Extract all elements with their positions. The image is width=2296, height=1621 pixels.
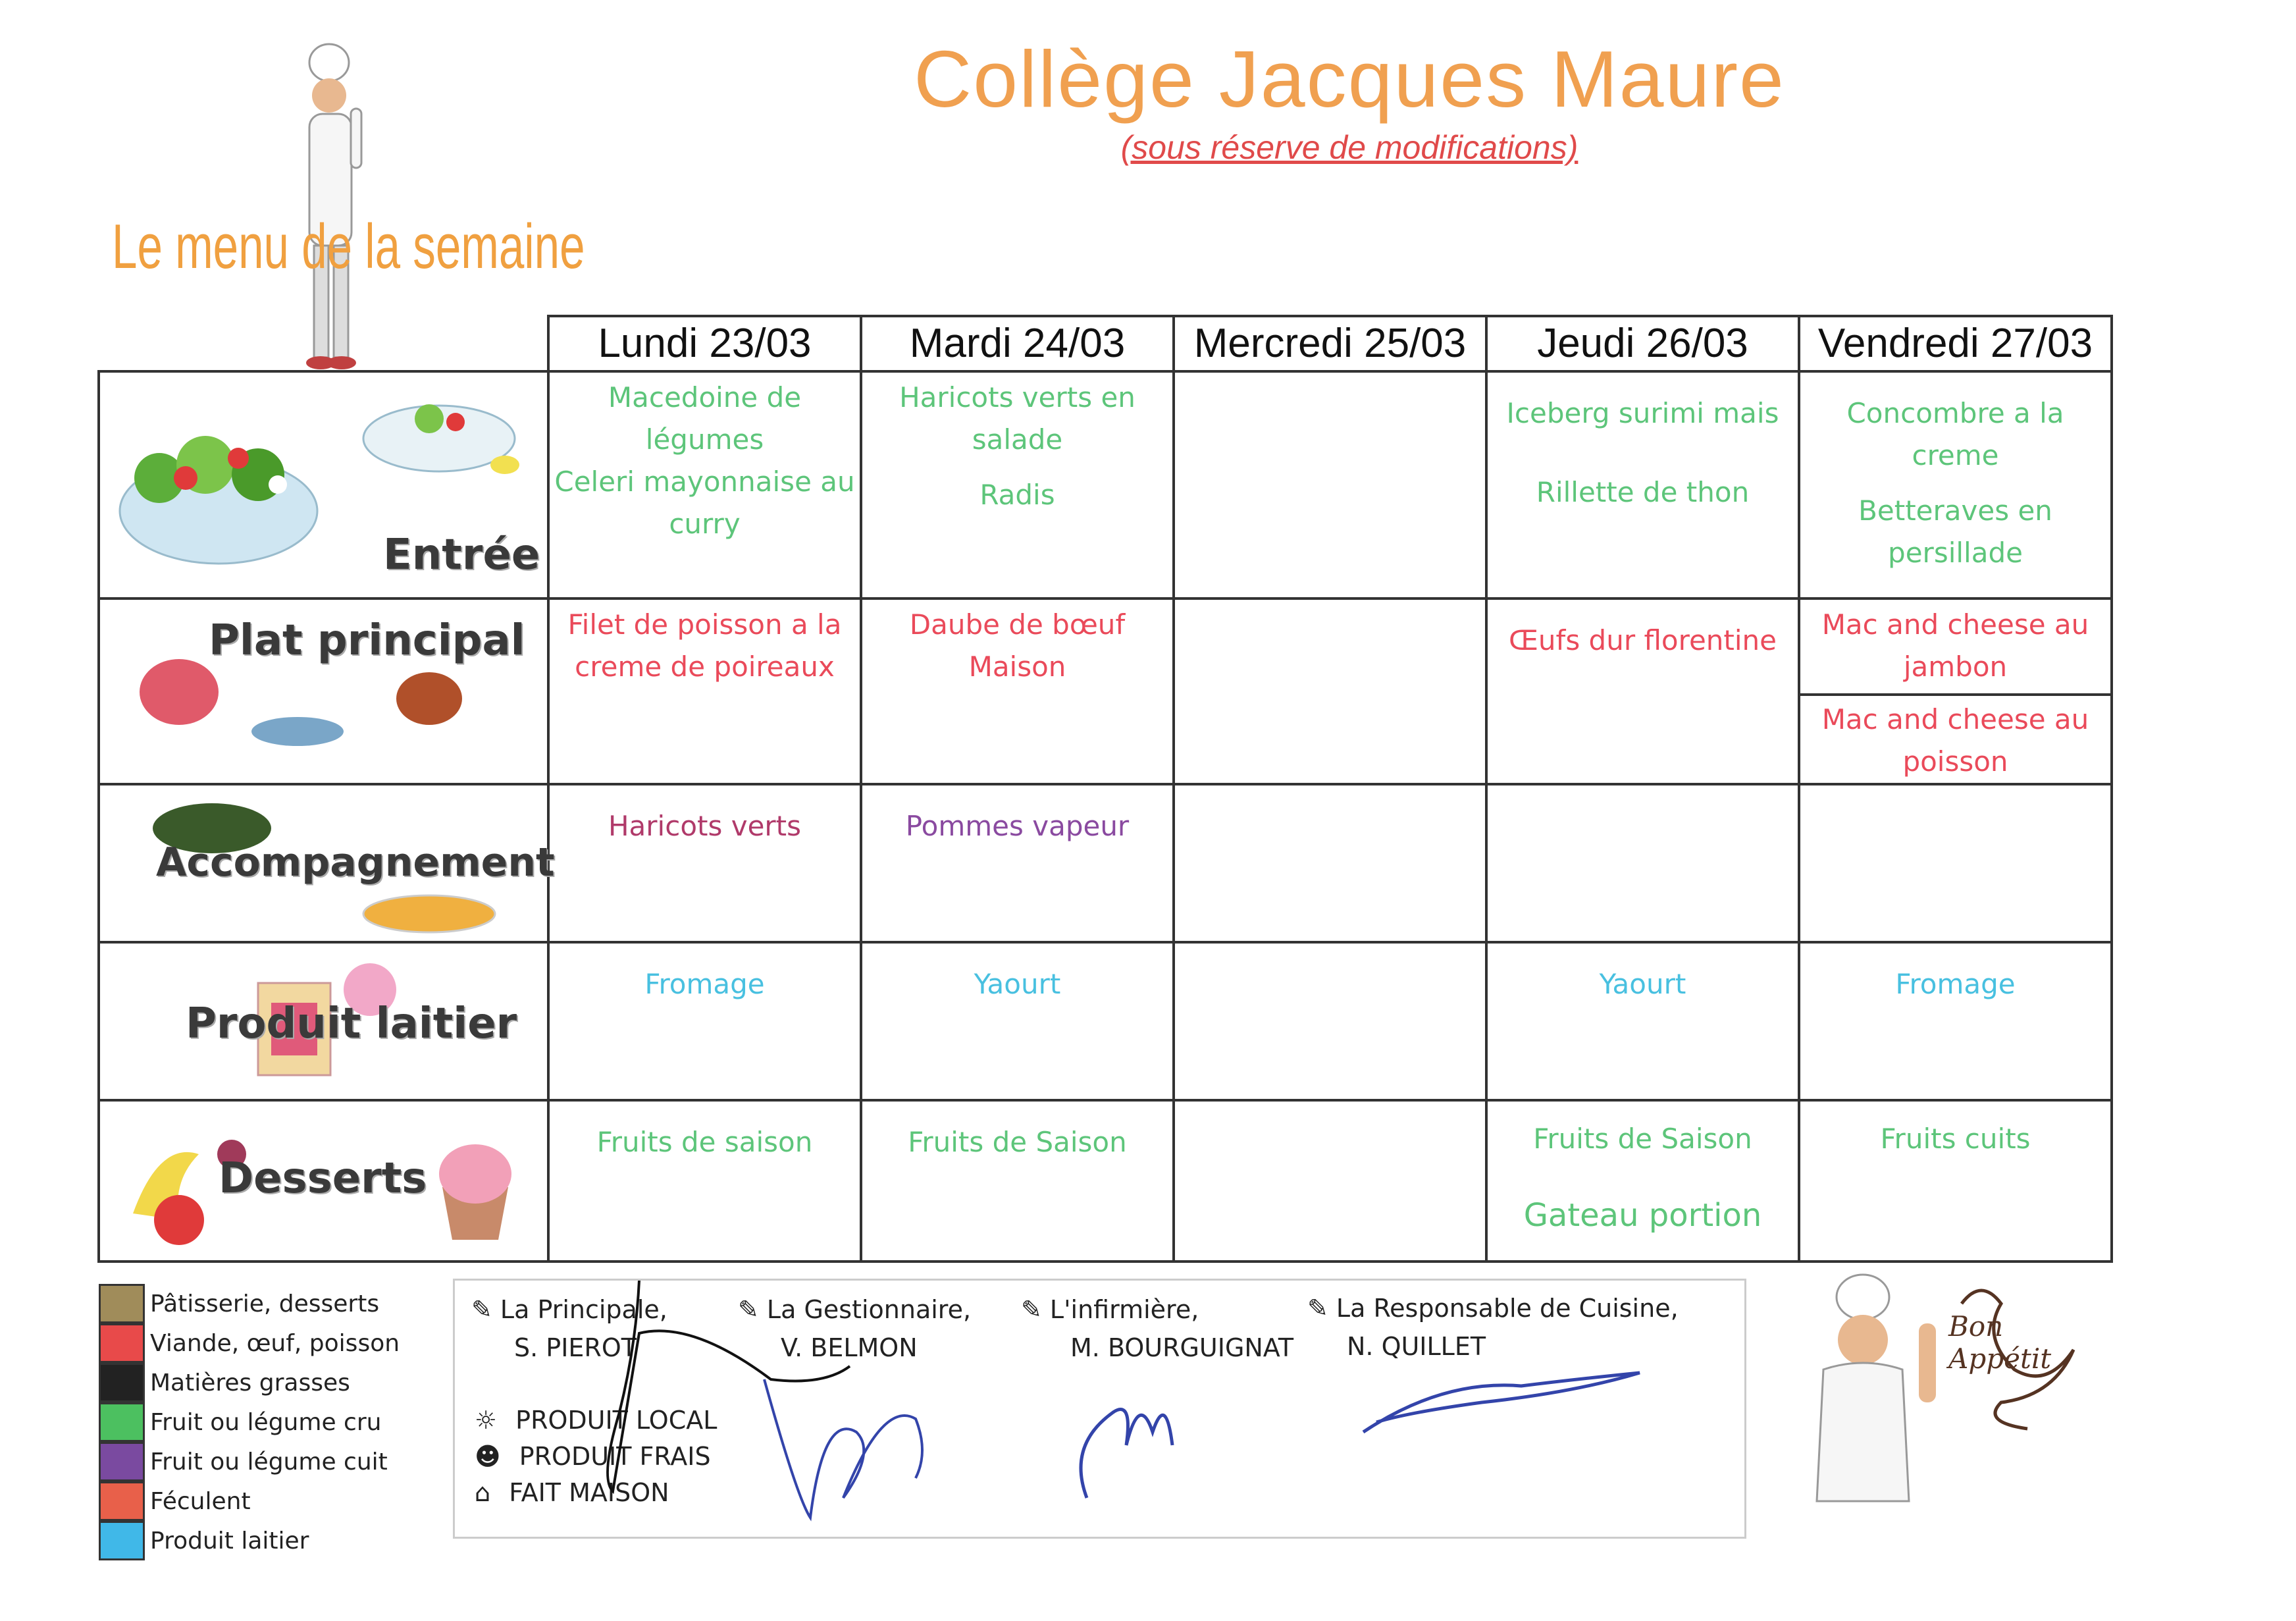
day-header: Mercredi 25/03 xyxy=(1174,316,1486,371)
signatory-title: ✎ La Responsable de Cuisine, xyxy=(1307,1294,1679,1323)
row-laitier xyxy=(99,942,2112,1100)
page-subtitle: (sous réserve de modifications) xyxy=(1120,129,1578,166)
row-label: Plat principal xyxy=(209,616,525,665)
legend-swatch xyxy=(99,1323,145,1363)
menu-item: Haricots verts en salade xyxy=(899,381,1135,456)
day-header-row xyxy=(99,316,2112,371)
sun-icon: ☼ xyxy=(475,1406,498,1435)
menu-cell-empty xyxy=(1174,784,1486,942)
signatory-name: V. BELMON xyxy=(781,1333,918,1362)
menu-cell xyxy=(548,942,861,1100)
legend-swatch xyxy=(99,1481,145,1521)
legend-swatch xyxy=(99,1284,145,1323)
menu-cell xyxy=(861,1100,1174,1262)
legend-item xyxy=(99,1442,400,1481)
legend-swatch xyxy=(99,1442,145,1481)
bon-appetit-label: Bon Appétit xyxy=(1948,1310,2052,1375)
menu-item: Mac and cheese au jambon xyxy=(1821,608,2089,683)
menu-item: Fruits de Saison xyxy=(1533,1123,1752,1155)
row-label: Produit laitier xyxy=(186,999,517,1048)
legend-item xyxy=(99,1363,400,1402)
day-header: Lundi 23/03 xyxy=(548,316,861,371)
menu-item: Iceberg surimi mais xyxy=(1506,397,1779,429)
menu-cell xyxy=(1799,371,2112,598)
legend-label: Produit laitier xyxy=(150,1527,309,1555)
signatory-name: M. BOURGUIGNAT xyxy=(1070,1333,1294,1362)
menu-item: Rillette de thon xyxy=(1536,476,1750,508)
legend-label: Fruit ou légume cuit xyxy=(150,1448,388,1475)
day-header: Mardi 24/03 xyxy=(861,316,1174,371)
menu-item: Fromage xyxy=(1895,968,2016,1000)
menu-cell-empty xyxy=(1174,942,1486,1100)
menu-cell-empty xyxy=(1486,784,1799,942)
menu-cell xyxy=(1486,371,1799,598)
menu-cell xyxy=(1486,942,1799,1100)
row-header-laitier xyxy=(99,942,548,1100)
row-header-entree xyxy=(99,371,548,598)
legend-label: Féculent xyxy=(150,1487,251,1515)
row-desserts xyxy=(99,1100,2112,1262)
legend-item xyxy=(99,1284,400,1323)
legend-label: Viande, œuf, poisson xyxy=(150,1329,400,1357)
menu-cell xyxy=(861,942,1174,1100)
menu-cell xyxy=(1799,942,2112,1100)
menu-item: Fruits cuits xyxy=(1880,1123,2031,1155)
legend-item xyxy=(99,1323,400,1363)
legend-item xyxy=(99,1521,400,1560)
legend-swatch xyxy=(99,1521,145,1560)
marker-frais: ☻ PRODUIT FRAIS xyxy=(475,1442,711,1471)
row-entree xyxy=(99,371,2112,598)
menu-cell xyxy=(548,1100,861,1262)
signature-box xyxy=(453,1279,1746,1539)
menu-cell-empty xyxy=(1174,598,1486,784)
menu-item: Daube de bœuf Maison xyxy=(909,608,1126,683)
day-header: Jeudi 26/03 xyxy=(1486,316,1799,371)
plate-icon xyxy=(357,386,521,478)
menu-item: Betteraves en persillade xyxy=(1858,494,2052,569)
handwritten-signatures xyxy=(455,1281,1748,1541)
menu-item: Radis xyxy=(979,479,1055,511)
menu-cell xyxy=(861,598,1174,784)
menu-cell-empty xyxy=(1174,371,1486,598)
menu-cell xyxy=(861,784,1174,942)
signatory-title: ✎ L'infirmière, xyxy=(1021,1295,1199,1324)
menu-item: Fromage xyxy=(644,968,765,1000)
legend-label: Matières grasses xyxy=(150,1369,350,1396)
menu-cell xyxy=(1799,1100,2112,1262)
page-title: Collège Jacques Maure xyxy=(914,34,1785,124)
menu-cell xyxy=(1486,598,1799,784)
legend-swatch xyxy=(99,1363,145,1402)
signatory-title: ✎ La Gestionnaire, xyxy=(738,1295,972,1324)
chef-illustration-bottom xyxy=(1764,1264,2093,1514)
salad-bowl-icon xyxy=(107,412,330,570)
menu-item: Fruits de Saison xyxy=(908,1126,1127,1158)
row-header-plat xyxy=(99,598,548,784)
menu-item: Pommes vapeur xyxy=(905,810,1130,842)
menu-item: Gateau portion xyxy=(1523,1197,1762,1234)
menu-item: Œufs dur florentine xyxy=(1508,624,1777,656)
menu-cell-empty xyxy=(1799,784,2112,942)
signatory-name: S. PIEROT xyxy=(514,1333,637,1362)
house-icon: ⌂ xyxy=(475,1478,491,1507)
menu-item: Concombre a la creme xyxy=(1846,397,2064,471)
color-legend xyxy=(99,1284,400,1560)
menu-cell xyxy=(1799,598,2112,784)
marker-maison: ⌂ FAIT MAISON xyxy=(475,1478,669,1507)
menu-item: Fruits de saison xyxy=(596,1126,813,1158)
signatory-name: N. QUILLET xyxy=(1347,1332,1486,1361)
smiley-icon: ☻ xyxy=(475,1442,501,1471)
row-label: Entrée xyxy=(383,531,540,579)
row-accompagnement xyxy=(99,784,2112,942)
legend-item xyxy=(99,1402,400,1442)
menu-cell xyxy=(1486,1100,1799,1262)
legend-label: Pâtisserie, desserts xyxy=(150,1290,380,1317)
menu-item: Mac and cheese au poisson xyxy=(1800,693,2110,783)
marker-local: ☼ PRODUIT LOCAL xyxy=(475,1406,718,1435)
menu-table xyxy=(97,315,2113,1263)
menu-item: Haricots verts xyxy=(608,810,802,842)
legend-swatch xyxy=(99,1402,145,1442)
menu-item: Celeri mayonnaise au curry xyxy=(554,465,855,540)
menu-item: Filet de poisson a la creme de poireaux xyxy=(567,608,842,683)
legend-item xyxy=(99,1481,400,1521)
row-header-accompagnement xyxy=(99,784,555,942)
menu-item: Macedoine de légumes xyxy=(608,381,802,456)
signatory-title: ✎ La Principale, xyxy=(471,1295,667,1324)
menu-item: Yaourt xyxy=(1599,968,1686,1000)
menu-cell xyxy=(861,371,1174,598)
week-menu-label: Le menu de la semaine xyxy=(112,211,585,282)
row-label: Desserts xyxy=(219,1154,427,1203)
corner-cell xyxy=(99,316,548,371)
menu-cell xyxy=(548,598,861,784)
menu-cell-empty xyxy=(1174,1100,1486,1262)
row-plat xyxy=(99,598,2112,784)
legend-label: Fruit ou légume cru xyxy=(150,1408,382,1436)
row-header-desserts xyxy=(99,1100,548,1262)
menu-cell xyxy=(548,784,861,942)
day-header: Vendredi 27/03 xyxy=(1799,316,2112,371)
menu-item: Yaourt xyxy=(974,968,1061,1000)
row-label: Accompagnement xyxy=(156,839,555,886)
menu-cell xyxy=(548,371,861,598)
